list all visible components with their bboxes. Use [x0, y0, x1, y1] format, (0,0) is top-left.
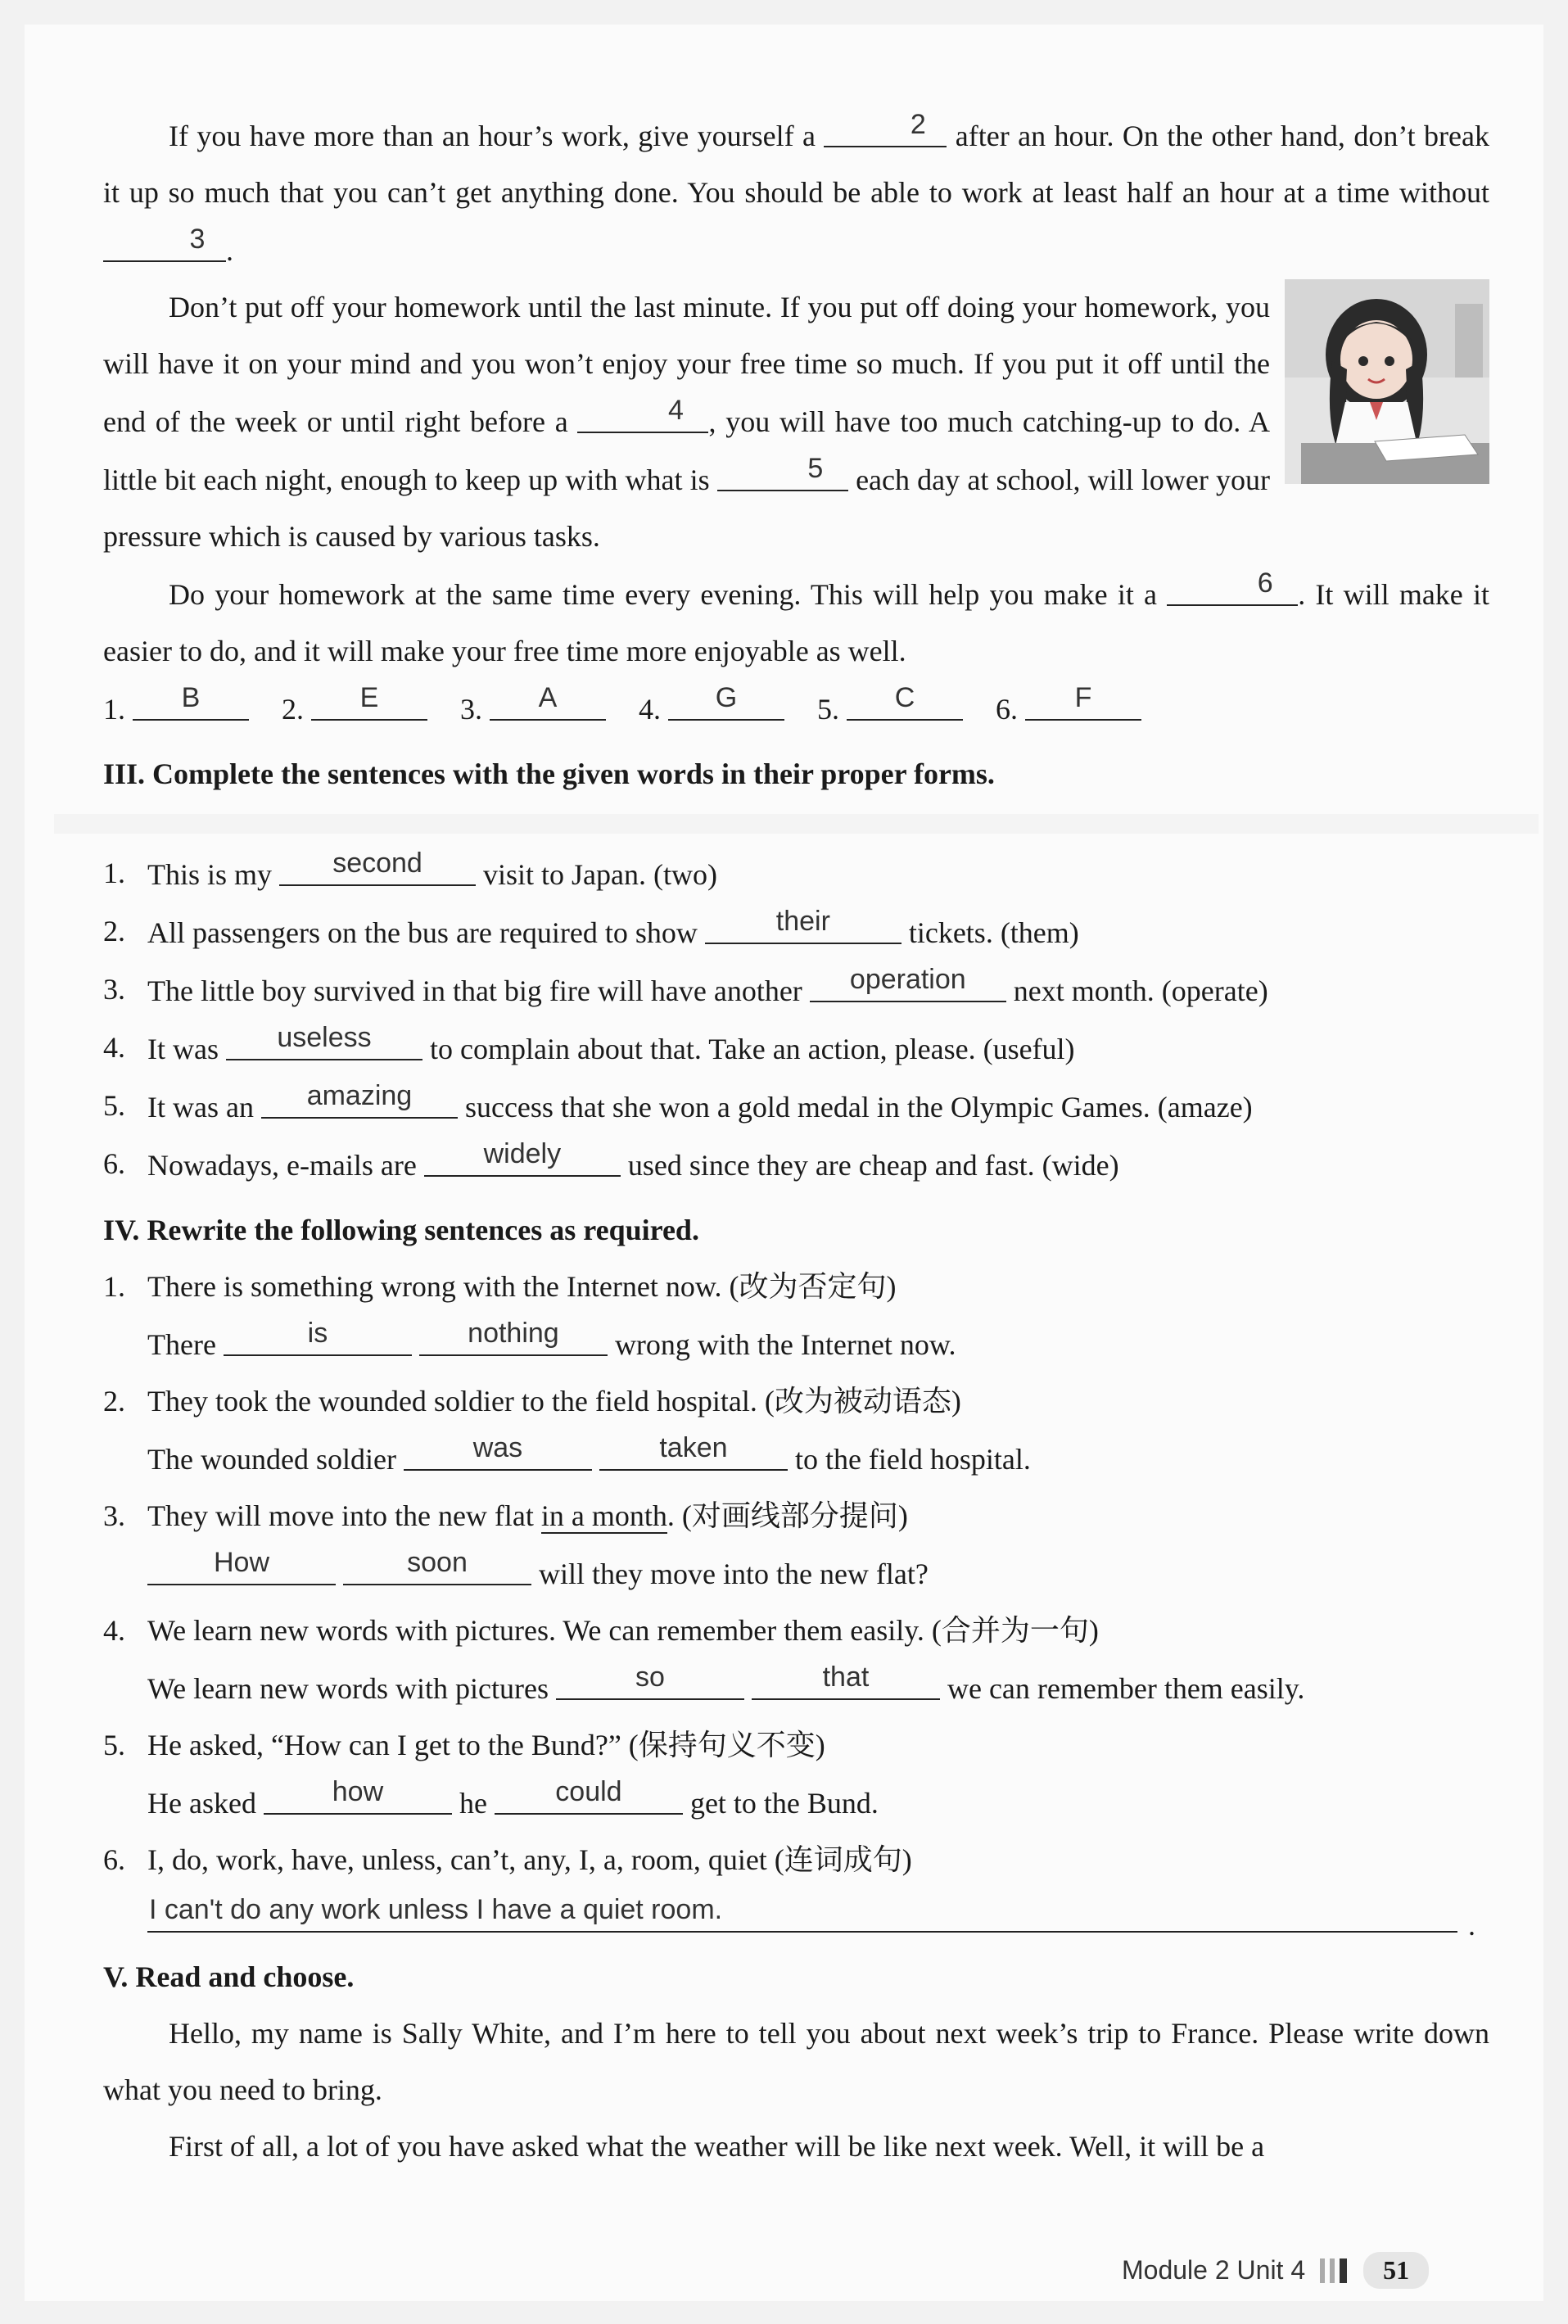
item-number: 1.	[103, 1270, 125, 1303]
section-5-heading: V. Read and choose.	[103, 1960, 355, 1993]
section-4-answer-5	[103, 1774, 1489, 1832]
section-3-item-4	[103, 1020, 1489, 1078]
page-footer	[1122, 2252, 1429, 2289]
answer-word: is	[307, 1318, 328, 1349]
answer-item	[639, 680, 784, 738]
answer-word: could	[555, 1776, 622, 1807]
item-number: 2.	[103, 1385, 125, 1417]
answer-row	[103, 680, 1489, 738]
page-content	[103, 106, 1489, 2175]
answer-text: will they move into the new flat?	[539, 1558, 929, 1590]
section-5-paragraph-2: First of all, a lot of you have asked what the weather will be like next week. Well, it will be a	[169, 2130, 1265, 2163]
illustration-svg	[1285, 279, 1489, 484]
blank-number: 5	[807, 453, 824, 484]
answer-blank[interactable]	[424, 1136, 621, 1177]
answer-blank[interactable]	[147, 1544, 336, 1585]
underlined-phrase: in a month	[540, 1499, 667, 1532]
answer-blank[interactable]	[810, 961, 1006, 1002]
item-number: 6.	[103, 1843, 125, 1876]
answer-item	[817, 680, 963, 738]
section-4-answer-1	[103, 1315, 1489, 1373]
section-4-item-5	[103, 1717, 1489, 1774]
answer-number: 4.	[639, 693, 661, 726]
section-4-answer-2	[103, 1430, 1489, 1488]
item-text: We learn new words with pictures. We can remember them easily. (合并为一句)	[147, 1614, 1099, 1647]
answer-number: 5.	[817, 693, 839, 726]
item-text: I, do, work, have, unless, can’t, any, I, a, room, quiet (连词成句)	[147, 1843, 912, 1876]
answer-word: How	[213, 1547, 270, 1578]
passage-text: Don’t put off your homework until the last minute. If you put off doing your homework, you will have it on your mind and you won’t enjoy your free time so much. If you put it off until the end of the week or until right before a	[103, 291, 1270, 438]
blank-6[interactable]	[1167, 565, 1298, 606]
answer-word: operation	[849, 964, 966, 995]
item-text: This is my	[147, 858, 273, 891]
answer-letter: A	[538, 682, 558, 713]
answer-blank[interactable]	[261, 1078, 458, 1119]
passage-text: Do your homework at the same time every evening. This will help you make it a	[169, 578, 1158, 611]
answer-text: There	[147, 1328, 216, 1361]
item-number: 3.	[103, 973, 125, 1006]
answer-blank[interactable]	[599, 1430, 788, 1471]
section-4-item-2	[103, 1373, 1489, 1430]
answer-word: nothing	[468, 1318, 559, 1349]
section-5-paragraph-1: Hello, my name is Sally White, and I’m here to tell you about next week’s trip to France. Please write down what you need to bring.	[103, 2017, 1489, 2106]
answer-text: get to the Bund.	[689, 1787, 879, 1820]
section-3-item-2	[103, 903, 1489, 961]
section-4-heading: IV. Rewrite the following sentences as required.	[103, 1214, 699, 1246]
answer-text: He asked	[147, 1787, 256, 1820]
punctuation: .	[1468, 1909, 1475, 1942]
answer-letter: B	[181, 682, 201, 713]
item-text: They will move into the new flat	[147, 1499, 534, 1532]
answer-item	[282, 680, 427, 738]
answer-blank[interactable]	[279, 845, 476, 886]
answer-item	[460, 680, 606, 738]
passage-paragraph-2	[103, 279, 1489, 565]
answer-word: their	[775, 906, 830, 937]
item-text: The little boy survived in that big fire will have another	[147, 974, 802, 1007]
answer-text: he	[459, 1787, 487, 1820]
section-4-answer-4	[103, 1659, 1489, 1717]
item-text: to complain about that. Take an action, please. (useful)	[429, 1033, 1075, 1065]
answer-blank[interactable]	[224, 1315, 412, 1356]
item-text: It was	[147, 1033, 219, 1065]
item-number: 4.	[103, 1614, 125, 1647]
answer-blank[interactable]	[752, 1659, 940, 1700]
blank-number: 6	[1257, 567, 1273, 599]
item-number: 3.	[103, 1499, 125, 1532]
passage-paragraph-1	[103, 106, 1489, 279]
item-text: Nowadays, e-mails are	[147, 1149, 417, 1182]
answer-text: wrong with the Internet now.	[614, 1328, 956, 1361]
answer-blank[interactable]	[556, 1659, 744, 1700]
answer-sentence: I can't do any work unless I have a quiet room.	[149, 1894, 723, 1925]
answer-word: was	[472, 1432, 523, 1463]
item-text: tickets. (them)	[908, 916, 1079, 949]
answer-item	[996, 680, 1141, 738]
item-text: They took the wounded soldier to the field hospital. (改为被动语态)	[147, 1385, 961, 1417]
answer-word: widely	[483, 1138, 562, 1169]
answer-word: amazing	[306, 1080, 413, 1111]
answer-blank[interactable]	[226, 1020, 423, 1060]
answer-letter: C	[894, 682, 915, 713]
sentence-answer-line[interactable]	[147, 1888, 1475, 1942]
section-4-item-4	[103, 1603, 1489, 1659]
answer-text: we can remember them easily.	[947, 1672, 1305, 1705]
blank-number: 2	[910, 109, 926, 140]
answer-blank[interactable]	[311, 680, 427, 721]
answer-blank[interactable]	[495, 1774, 683, 1815]
page-divider	[54, 814, 1539, 834]
item-number: 5.	[103, 1089, 125, 1122]
module-label: Module 2 Unit 4	[1122, 2255, 1306, 2285]
answer-word: how	[332, 1776, 384, 1807]
answer-blank[interactable]	[264, 1774, 452, 1815]
page-number: 51	[1363, 2252, 1429, 2289]
item-text: There is something wrong with the Internet now. (改为否定句)	[147, 1270, 897, 1303]
answer-blank[interactable]	[668, 680, 784, 721]
passage-paragraph-3	[103, 565, 1489, 680]
answer-letter: F	[1074, 682, 1092, 713]
section-3-item-5	[103, 1078, 1489, 1136]
passage-text: If you have more than an hour’s work, give yourself a	[169, 120, 816, 152]
item-text: It was an	[147, 1091, 254, 1124]
answer-number: 6.	[996, 693, 1018, 726]
blank-5[interactable]	[717, 450, 848, 491]
worksheet-page	[25, 25, 1543, 2301]
passage-text: . It will make it easier to do, and it will make your free time more enjoyable as well.	[103, 578, 1489, 667]
section-3-heading: III. Complete the sentences with the given words in their proper forms.	[103, 757, 995, 790]
item-text: success that she won a gold medal in the Olympic Games. (amaze)	[464, 1091, 1253, 1124]
section-3-item-1	[103, 845, 1489, 903]
answer-letter: E	[359, 682, 379, 713]
answer-blank[interactable]	[490, 680, 606, 721]
section-3-item-6	[103, 1136, 1489, 1194]
section-4-item-6	[103, 1832, 1489, 1888]
item-number: 6.	[103, 1147, 125, 1180]
answer-blank[interactable]	[1025, 680, 1141, 721]
item-text: visit to Japan. (two)	[483, 858, 717, 891]
item-number: 4.	[103, 1031, 125, 1064]
answer-word: useless	[277, 1022, 372, 1053]
answer-word: that	[822, 1662, 870, 1693]
item-text: All passengers on the bus are required to show	[147, 916, 698, 949]
answer-item	[103, 680, 249, 738]
answer-blank[interactable]	[133, 680, 249, 721]
answer-number: 1.	[103, 693, 125, 726]
section-4-answer-3	[103, 1544, 1489, 1603]
blank-3[interactable]	[103, 221, 226, 262]
item-text: next month. (operate)	[1013, 974, 1268, 1007]
passage-text: , you will have too much catching-up to do. A little bit each night, enough to keep up with what is	[103, 405, 1271, 496]
answer-blank[interactable]	[847, 680, 963, 721]
answer-blank[interactable]	[705, 903, 901, 944]
answer-blank[interactable]	[404, 1430, 592, 1471]
blank-number: 4	[668, 395, 684, 426]
answer-word: second	[332, 848, 423, 879]
answer-number: 2.	[282, 693, 304, 726]
answer-number: 3.	[460, 693, 482, 726]
girl-doing-homework-illustration	[1285, 279, 1489, 484]
answer-word: soon	[407, 1547, 468, 1578]
item-text: . (对画线部分提问)	[667, 1499, 908, 1532]
blank-4[interactable]	[577, 392, 708, 433]
answer-word: taken	[659, 1432, 728, 1463]
answer-text: We learn new words with pictures	[147, 1672, 549, 1705]
section-4-item-3	[103, 1488, 1489, 1544]
item-number: 2.	[103, 915, 125, 947]
answer-letter: G	[715, 682, 738, 713]
passage-text: each day at school, will lower your pressure which is caused by various tasks.	[103, 463, 1271, 553]
passage-text: after an hour. On the other hand, don’t break it up so much that you can’t get anything done. You should be able to work at least half an hour at a time without	[103, 120, 1489, 209]
item-text: used since they are cheap and fast. (wide)	[627, 1149, 1119, 1182]
punctuation: .	[226, 234, 233, 267]
blank-2[interactable]	[824, 106, 947, 147]
item-number: 1.	[103, 857, 125, 889]
answer-text: The wounded soldier	[147, 1443, 396, 1476]
answer-text: to the field hospital.	[794, 1443, 1031, 1476]
answer-word: so	[635, 1662, 665, 1693]
item-number: 5.	[103, 1729, 125, 1761]
decorative-bars	[1320, 2258, 1352, 2283]
section-3-item-3	[103, 961, 1489, 1020]
answer-blank[interactable]	[419, 1315, 608, 1356]
answer-blank[interactable]	[343, 1544, 531, 1585]
blank-number: 3	[189, 224, 206, 255]
item-text: He asked, “How can I get to the Bund?” (保持句义不变)	[147, 1729, 825, 1761]
section-4-item-1	[103, 1259, 1489, 1315]
